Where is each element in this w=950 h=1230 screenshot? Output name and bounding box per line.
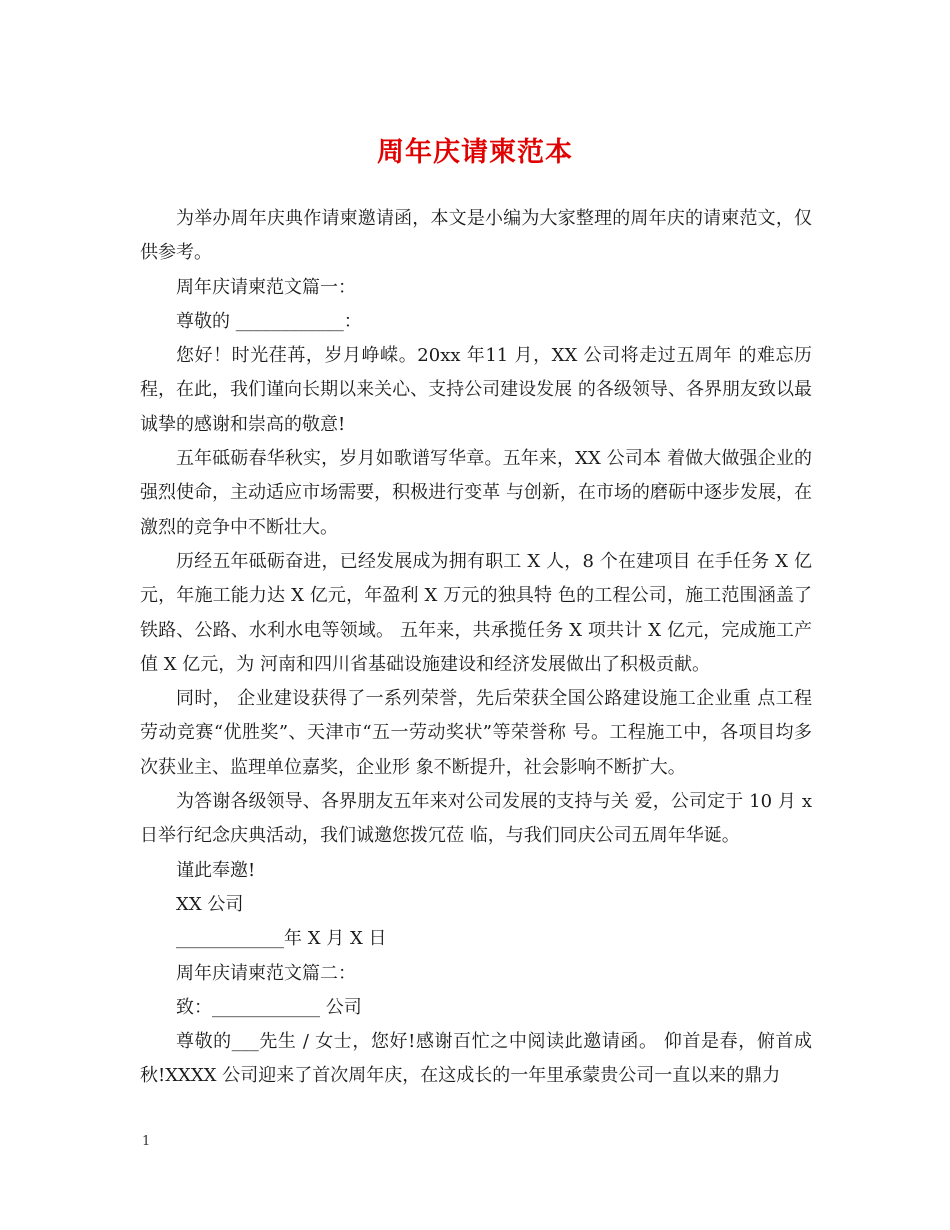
paragraph: 五年砥砺春华秋实，岁月如歌谱写华章。五年来，XX 公司本 着做大做强企业的强烈使命，主动适应市场需要，积极进行变革 与创新，在市场的磨砺中逐步发展，在激烈的竞争中不断壮大。 [140, 448, 812, 538]
paragraph: 尊敬的___先生 / 女士，您好!感谢百忙之中阅读此邀请函。 仰首是春，俯首成秋!XXXX 公司迎来了首次周年庆，在这成长的一年里承蒙贵公司一直以来的鼎力 [140, 1031, 812, 1087]
paragraph: 致：____________ 公司 [176, 996, 362, 1018]
paragraph: 同时， 企业建设获得了一系列荣誉，先后荣获全国公路建设施工企业重 点工程劳动竞赛“优胜奖”、天津市“五一劳动奖状”等荣誉称 号。工程施工中，各项目均多次获业主、监理单位嘉奖，企业形 象不断提升，社会影响不断扩大。 [140, 688, 812, 778]
paragraph: 周年庆请柬范文篇二： [176, 962, 356, 984]
paragraph: 周年庆请柬范文篇一： [176, 276, 356, 298]
paragraph: XX 公司 [176, 893, 244, 915]
document-title: 周年庆请柬范本 [377, 137, 573, 168]
paragraph: ____________年 X 月 X 日 [176, 928, 387, 950]
page-number: 1 [142, 1134, 151, 1149]
paragraph: 历经五年砥砺奋进，已经发展成为拥有职工 X 人，8 个在建项目 在手任务 X 亿元，年施工能力达 X 亿元，年盈利 X 万元的独具特 色的工程公司，施工范围涵盖了铁路、公路、水利水电等领域。 五年来，共承揽任务 X 项共计 X 亿元，完成施工产值 X 亿元，为 河南和四川省基础设施建设和经济发展做出了积极贡献。 [140, 550, 812, 675]
paragraph: 谨此奉邀! [176, 859, 256, 881]
document-body [140, 202, 812, 1094]
paragraph: 为举办周年庆典作请柬邀请函，本文是小编为大家整理的周年庆的请柬范文，仅供参考。 [140, 208, 812, 264]
paragraph: 尊敬的 ____________： [176, 310, 362, 332]
paragraph: 为答谢各级领导、各界朋友五年来对公司发展的支持与关 爱，公司定于 10 月 x 日举行纪念庆典活动，我们诚邀您拨冗莅 临，与我们同庆公司五周年华诞。 [140, 791, 812, 847]
paragraph: 您好！时光荏苒，岁月峥嵘。20xx 年11 月，XX 公司将走过五周年 的难忘历程，在此，我们谨向长期以来关心、支持公司建设发展 的各级领导、各界朋友致以最诚挚的感谢和崇高的敬意! [140, 345, 812, 435]
